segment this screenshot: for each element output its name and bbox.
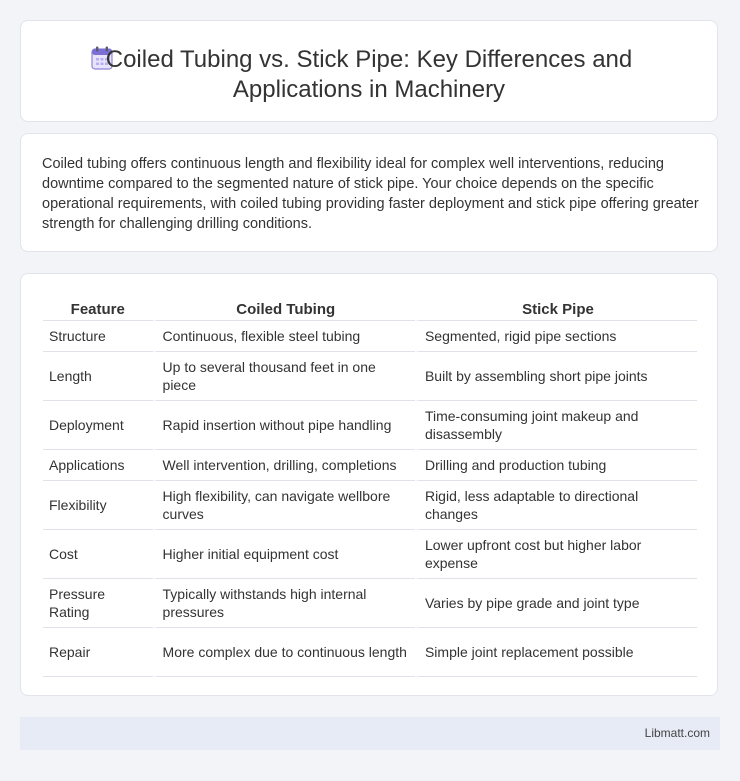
footer-brand[interactable]: Libmatt.com [644, 726, 710, 740]
coiled-tubing-cell: Higher initial equipment cost [153, 530, 415, 579]
comparison-table-card [20, 273, 718, 696]
comparison-table [43, 296, 697, 677]
coiled-tubing-cell: Typically withstands high internal pressures [153, 579, 415, 628]
feature-cell: Deployment [43, 401, 153, 450]
table-row [43, 481, 697, 530]
stick-pipe-cell: Varies by pipe grade and joint type [415, 579, 697, 628]
feature-cell: Pressure Rating [43, 579, 153, 628]
feature-cell: Flexibility [43, 481, 153, 530]
header-coiled-tubing: Coiled Tubing [153, 296, 415, 321]
intro-card [20, 133, 718, 252]
table-row [43, 530, 697, 579]
table-row [43, 450, 697, 481]
table-row [43, 352, 697, 401]
page-title: Coiled Tubing vs. Stick Pipe: Key Differences and Applications in Machinery [105, 46, 633, 103]
coiled-tubing-cell: Up to several thousand feet in one piece [153, 352, 415, 401]
coiled-tubing-cell: Rapid insertion without pipe handling [153, 401, 415, 450]
coiled-tubing-cell: Well intervention, drilling, completions [153, 450, 415, 481]
coiled-tubing-cell: Continuous, flexible steel tubing [153, 321, 415, 352]
feature-cell: Cost [43, 530, 153, 579]
stick-pipe-cell: Lower upfront cost but higher labor expense [415, 530, 697, 579]
feature-cell: Length [43, 352, 153, 401]
coiled-tubing-cell: More complex due to continuous length [153, 628, 415, 677]
stick-pipe-cell: Simple joint replacement possible [415, 628, 697, 677]
table-row [43, 401, 697, 450]
footer-bar [20, 717, 720, 750]
table-row [43, 321, 697, 352]
stick-pipe-cell: Time-consuming joint makeup and disassembly [415, 401, 697, 450]
intro-paragraph: Coiled tubing offers continuous length and flexibility ideal for complex well interventions, reducing downtime compared to the segmented nature of stick pipe. Your choice depends on the specific operational requirements, with coiled tubing providing faster deployment and stick pipe offering greater strength for challenging drilling conditions. [42, 156, 699, 232]
stick-pipe-cell: Drilling and production tubing [415, 450, 697, 481]
title-card [20, 20, 718, 122]
feature-cell: Repair [43, 628, 153, 677]
stick-pipe-cell: Rigid, less adaptable to directional changes [415, 481, 697, 530]
coiled-tubing-cell: High flexibility, can navigate wellbore curves [153, 481, 415, 530]
table-header-row [43, 296, 697, 321]
table-row [43, 579, 697, 628]
header-stick-pipe: Stick Pipe [415, 296, 697, 321]
table-row [43, 628, 697, 677]
header-feature: Feature [43, 296, 153, 321]
stick-pipe-cell: Built by assembling short pipe joints [415, 352, 697, 401]
stick-pipe-cell: Segmented, rigid pipe sections [415, 321, 697, 352]
feature-cell: Structure [43, 321, 153, 352]
feature-cell: Applications [43, 450, 153, 481]
